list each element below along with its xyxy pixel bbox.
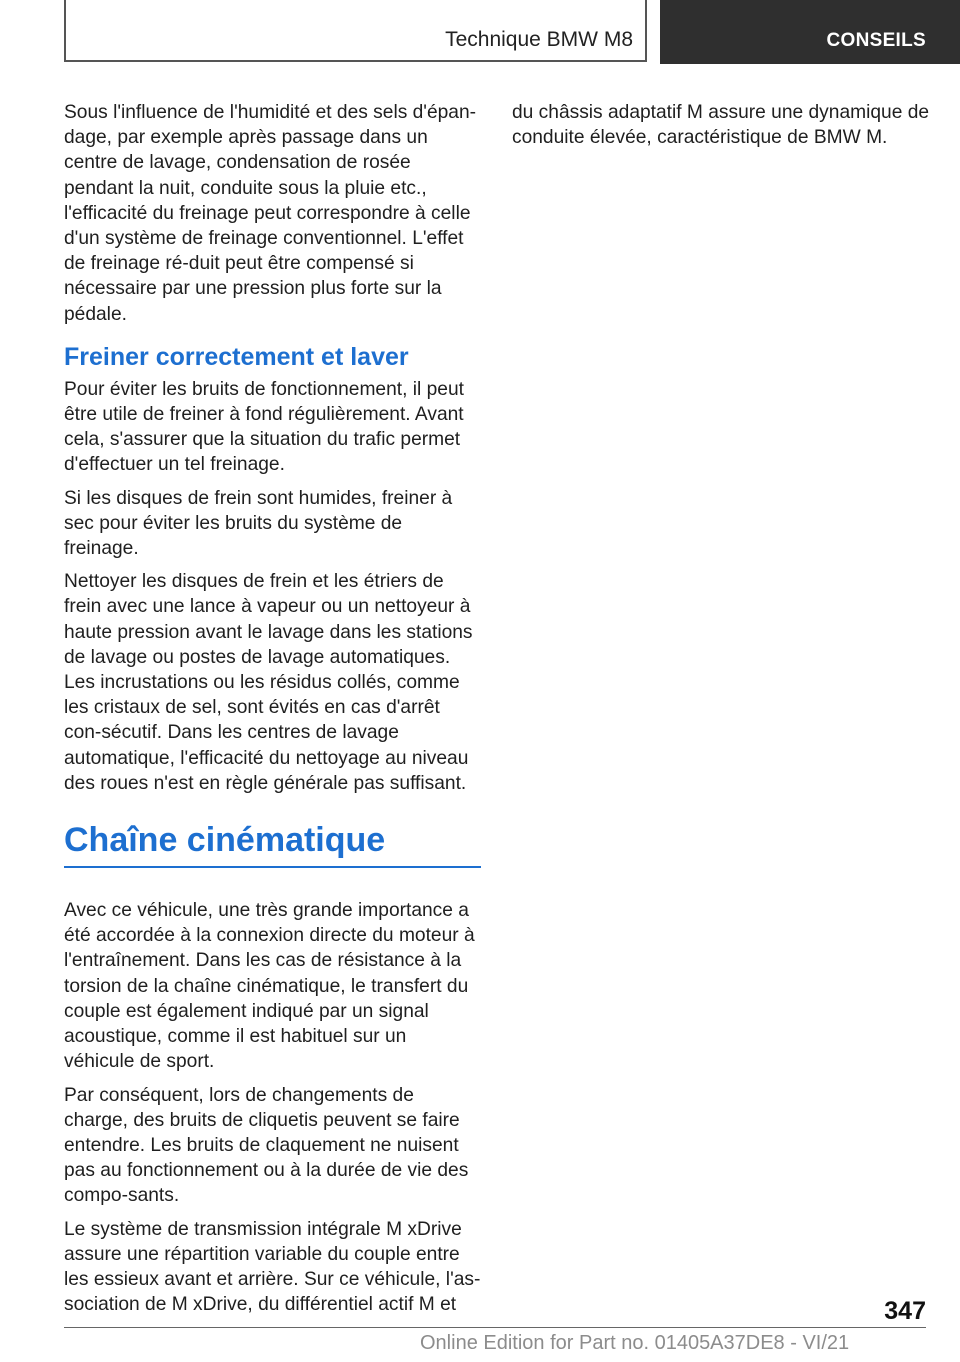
edition-footer: Online Edition for Part no. 01405A37DE8 - VI/21	[420, 1332, 850, 1354]
section-title-tab	[64, 0, 647, 62]
section-heading-drivetrain: Chaîne cinématique	[64, 818, 481, 868]
brake-paragraph: Nettoyer les disques de frein et les étriers de frein avec une lance à vapeur ou un nettoyeur à haute pression avant le lavage dans les stations de lavage ou postes de lavage automatiques. Les incrustations ou les résidus collés, comme les cristaux de sel, sont évités en cas d'arrêt con-sécutif. Dans les centres de lavage automatique, l'efficacité du nettoyage au niveau des roues n'est en règle générale pas suffisant.	[64, 571, 473, 794]
brake-paragraph: Si les disques de frein sont humides, freiner à sec pour éviter les bruits du système de freinage.	[64, 487, 453, 560]
chapter-tab-label: CONSEILS	[826, 30, 926, 51]
intro-paragraph: Sous l'influence de l'humidité et des sels d'épan-dage, par exemple après passage dans un centre de lavage, condensation de rosée pendant la nuit, conduite sous la pluie etc., l'efficacité du freinage peut correspondre à celle d'un système de freinage conventionnel. L'effet de freinage ré-duit peut être compensé si nécessaire par une pression plus forte sur la pédale.	[64, 102, 477, 325]
footer-divider	[64, 1327, 926, 1328]
page-number: 347	[884, 1297, 926, 1325]
continuation-paragraph: du châssis adaptatif M assure une dynamique de conduite élevée, caractéristique de BMW M.	[512, 102, 930, 149]
drivetrain-paragraph: Le système de transmission intégrale M xDrive assure une répartition variable du couple entre les essieux avant et arrière. Sur ce véhicule, l'as-sociation de M xDrive, du différentiel actif M et	[64, 1218, 481, 1316]
brake-paragraph: Pour éviter les bruits de fonctionnement, il peut être utile de freiner à fond régulièrement. Avant cela, s'assurer que la situation du trafic permet d'effectuer un tel freinage.	[64, 378, 464, 476]
subheading-brakes: Freiner correctement et laver	[64, 342, 409, 371]
right-column	[512, 100, 930, 158]
drivetrain-paragraph: Par conséquent, lors de changements de charge, des bruits de cliquetis peuvent se faire entendre. Les bruits de claquement ne nuisent pas au fonctionnement ou à la durée de vie des compo-sants.	[64, 1084, 469, 1207]
section-title: Technique BMW M8	[445, 28, 633, 51]
page-header	[0, 0, 960, 66]
chapter-tab	[660, 0, 960, 64]
drivetrain-paragraph: Avec ce véhicule, une très grande importance a été accordée à la connexion directe du moteur à l'entraînement. Dans les cas de résistance à la torsion de la chaîne cinématique, le transfert du couple est également indiqué par un signal acoustique, comme il est habituel sur un véhicule de sport.	[64, 900, 475, 1073]
left-column	[64, 100, 482, 1325]
